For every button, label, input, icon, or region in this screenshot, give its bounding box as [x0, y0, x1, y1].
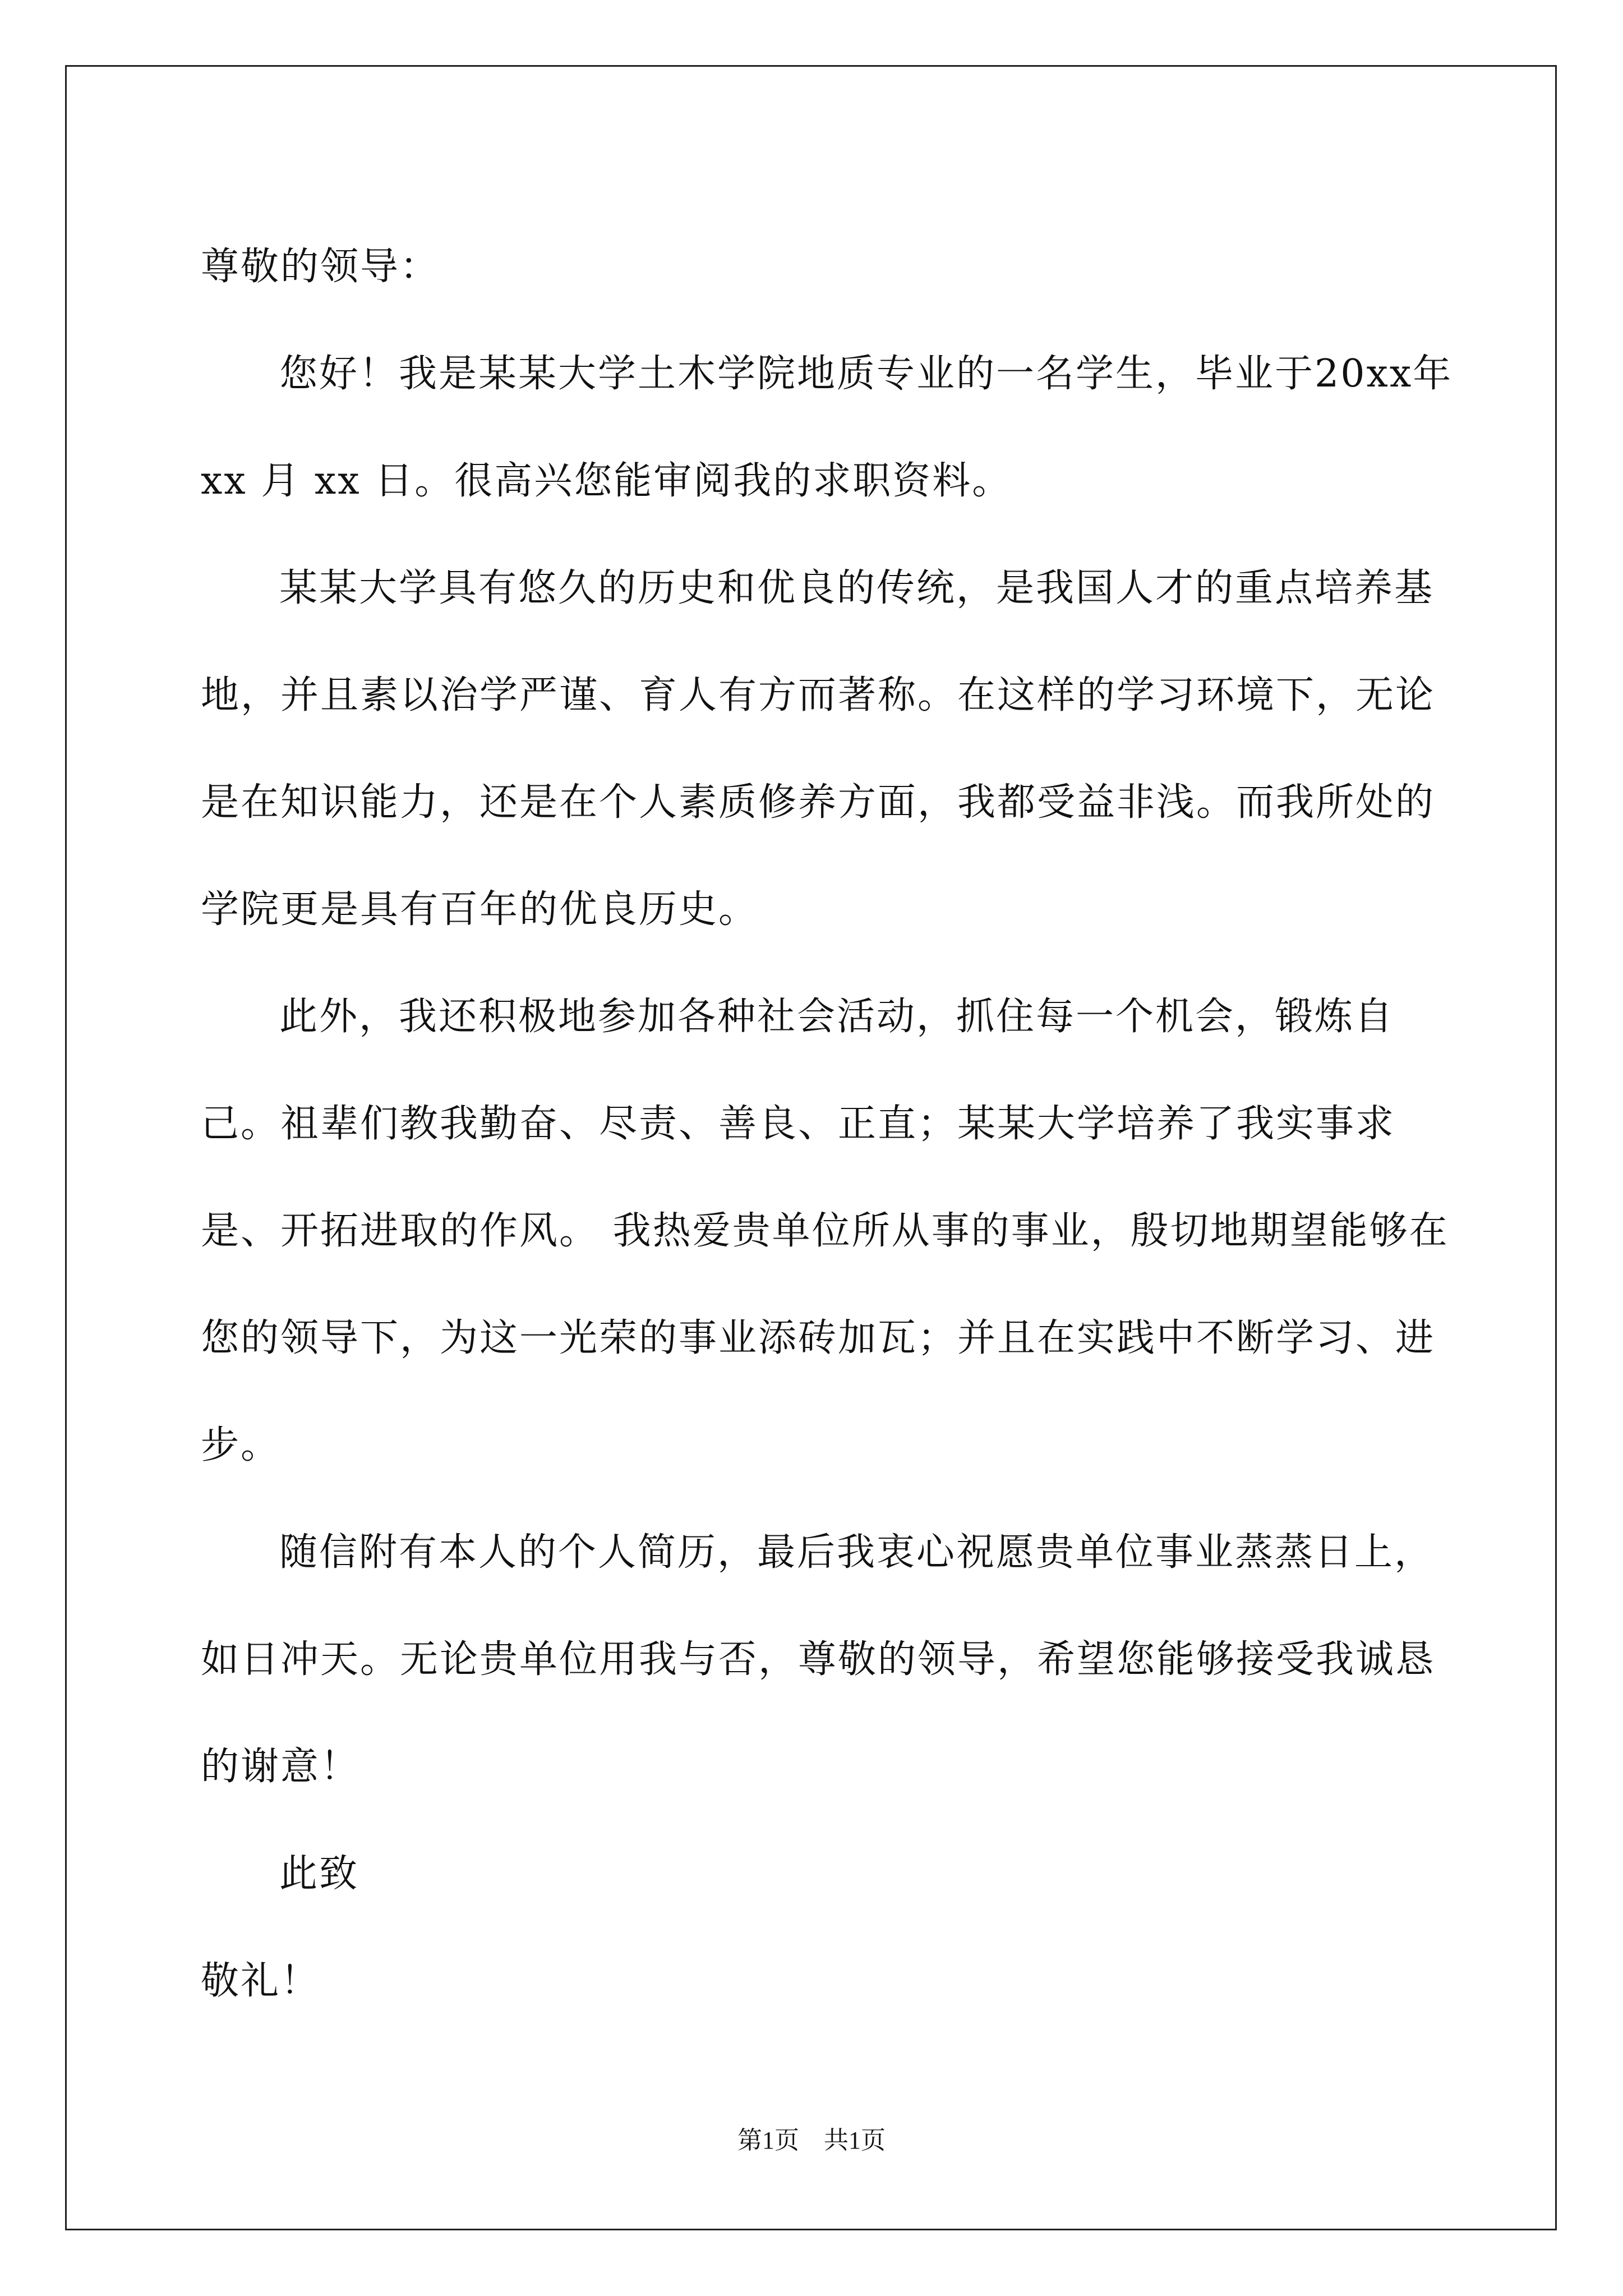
letter-closing: 此致 — [279, 1852, 359, 1896]
letter-paragraph-2: 某某大学具有悠久的历史和优良的传统，是我国人才的重点培养基地，并且素以治学严谨、育人有方而著称。在这样的学习环境下，无论是在知识能力，还是在个人素质修养方面，我都受益非浅。而我所处的学院更是具有百年的优良历史。 — [201, 566, 1436, 932]
letter-paragraph-4: 随信附有本人的个人简历，最后我衷心祝愿贵单位事业蒸蒸日上，如日冲天。无论贵单位用我与否，尊敬的领导，希望您能够接受我诚恳的谢意！ — [201, 1530, 1436, 1789]
letter-paragraph-3: 此外，我还积极地参加各种社会活动，抓住每一个机会，锻炼自己。祖辈们教我勤奋、尽责、善良、正直；某某大学培养了我实事求是、开拓进取的作风。 我热爱贵单位所从事的事业，殷切地期望能够在您的领导下，为这一光荣的事业添砖加瓦；并且在实践中不断学习、进步。 — [201, 995, 1449, 1467]
letter-salutation: 尊敬的领导： — [201, 245, 440, 289]
letter-regards: 敬礼！ — [201, 1959, 321, 2003]
letter-paragraph-1: 您好！我是某某大学土木学院地质专业的一名学生，毕业于20xx年 xx 月 xx 日。很高兴您能审阅我的求职资料。 — [201, 352, 1453, 503]
page-number-footer: 第1页 共1页 — [737, 2127, 886, 2154]
letter-body — [201, 213, 1457, 2035]
